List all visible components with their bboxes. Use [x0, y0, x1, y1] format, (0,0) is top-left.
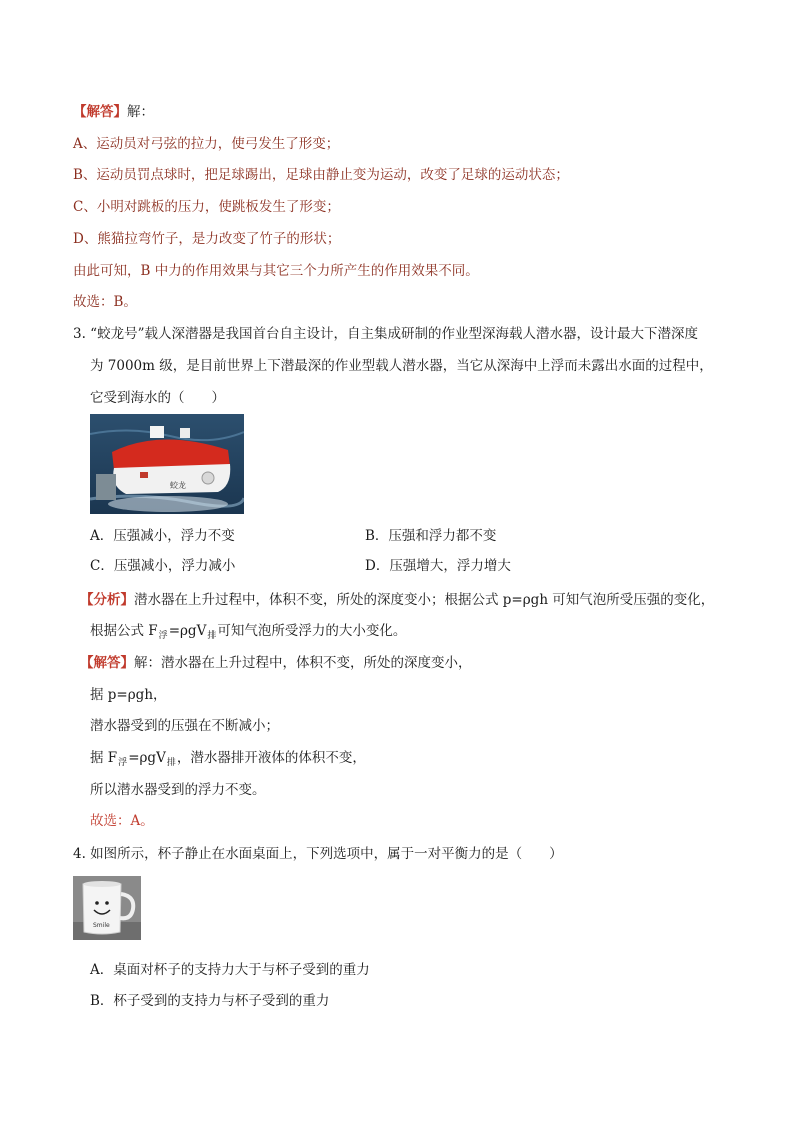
q4-stem: 4. 如图所示，杯子静止在水面桌面上，下列选项中，属于一对平衡力的是（ ） [73, 846, 563, 862]
solution-choice: 故选：B。 [73, 294, 137, 310]
formula-part: =ρgV [168, 623, 207, 639]
solution-conclusion: 由此可知，B 中力的作用效果与其它三个力所产生的作用效果不同。 [73, 263, 479, 279]
q3-stem-line1: 3. “蛟龙号”载人深潜器是我国首台自主设计，自主集成研制的作业型深海载人潜水器，设计最大下潜深度 [73, 326, 698, 342]
formula-subscript: 排 [166, 758, 176, 768]
answer-marker: 【解答】 [80, 655, 134, 671]
q3-answer-line1 [80, 654, 472, 672]
formula-subscript: 浮 [158, 631, 168, 641]
answer-suffix: 解： [127, 104, 154, 120]
q3-answer-line5: 所以潜水器受到的浮力不变。 [90, 782, 266, 798]
q4-option-a: A．桌面对杯子的支持力大于与杯子受到的重力 [90, 962, 370, 978]
q3-option-a: A．压强减小，浮力不变 [90, 528, 235, 544]
analysis-marker: 【分析】 [80, 592, 134, 608]
q4-option-b: B．杯子受到的支持力与杯子受到的重力 [90, 993, 330, 1009]
formula-part: 据 F [90, 750, 118, 766]
formula-subscript: 浮 [118, 758, 128, 768]
solution-item-b: B、运动员罚点球时，把足球踢出，足球由静止变为运动，改变了足球的运动状态； [73, 167, 569, 183]
formula-part: =ρgV [128, 750, 166, 766]
solution-heading [73, 103, 154, 121]
q3-option-c: C．压强减小，浮力减小 [90, 558, 236, 574]
formula-part: 可知气泡所受浮力的大小变化。 [217, 623, 407, 639]
q3-analysis-line1 [80, 591, 714, 609]
q3-option-d: D．压强增大，浮力增大 [365, 558, 511, 574]
formula-part: ，潜水器排开液体的体积不变， [176, 750, 366, 766]
solution-item-c: C、小明对跳板的压力，使跳板发生了形变； [73, 199, 340, 215]
submersible-caption: 蛟龙 [170, 481, 186, 490]
cup-image [73, 876, 141, 940]
solution-item-d: D、熊猫拉弯竹子，是力改变了竹子的形状； [73, 231, 341, 247]
q3-analysis-line2 [90, 622, 406, 645]
formula-part: 根据公式 F [90, 623, 158, 639]
analysis-text: 潜水器在上升过程中，体积不变，所处的深度变小；根据公式 p=ρgh 可知气泡所受压强的变化， [134, 592, 715, 608]
formula-subscript: 排 [207, 631, 217, 641]
q3-answer-line2: 据 p=ρgh， [90, 687, 167, 703]
q3-stem-line2: 为 7000m 级，是目前世界上下潜最深的作业型载人潜水器，当它从深海中上浮而未露出水面的过程中， [90, 358, 713, 374]
cup-label: Smile [93, 922, 110, 929]
submersible-image [90, 414, 244, 514]
q3-stem-line3: 它受到海水的（ ） [90, 390, 225, 406]
q3-option-b: B．压强和浮力都不变 [365, 528, 497, 544]
q3-answer-choice: 故选：A。 [90, 813, 154, 829]
answer-marker: 【解答】 [73, 104, 127, 120]
q3-answer-line4 [90, 749, 366, 772]
solution-item-a: A、运动员对弓弦的拉力，使弓发生了形变； [73, 136, 340, 152]
q3-answer-line3: 潜水器受到的压强在不断减小； [90, 718, 279, 734]
answer-text: 解：潜水器在上升过程中，体积不变，所处的深度变小， [134, 655, 472, 671]
